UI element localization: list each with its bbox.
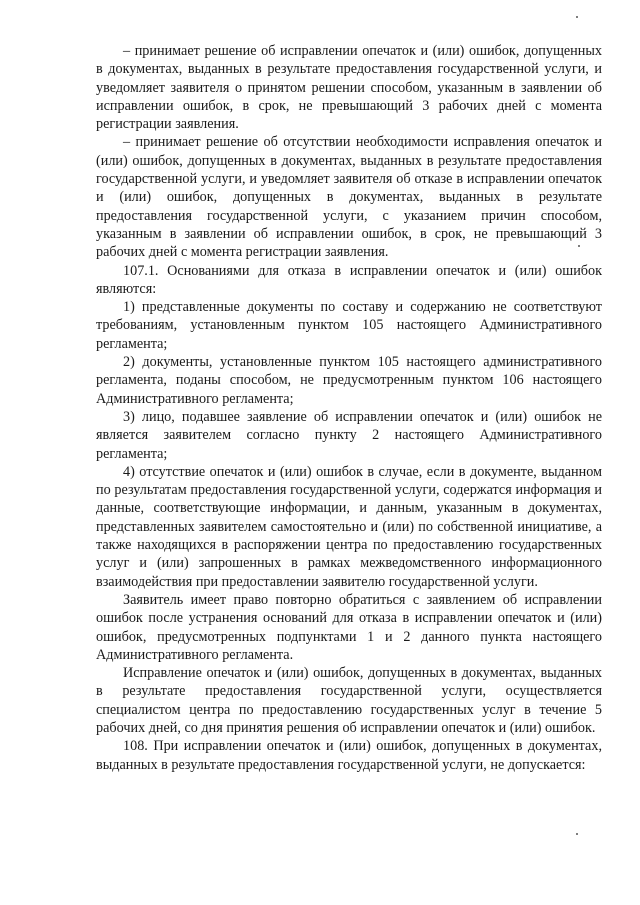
scan-speck	[576, 16, 578, 18]
paragraph-decision-no-fix: – принимает решение об отсутствии необходимости исправления опечаток и (или) ошибок, допущенных в документах, выданных в результате предоставления государственной услуги, и уведомляет заявителя об отказе в исправлении опечаток и (или) ошибок, допущенных в документах, выданных в результате предоставления государственной услуги, с указанием причин способом, указанным в заявлении об исправлении ошибок, в срок, не превышающий 3 рабочих дней с момента регистрации заявления.	[96, 134, 602, 261]
paragraph-ground-1: 1) представленные документы по составу и содержанию не соответствуют требованиям, установленным пунктом 105 настоящего Административного регламента;	[96, 299, 602, 352]
paragraph-ground-3: 3) лицо, подавшее заявление об исправлении опечаток и (или) ошибок не является заявителем согласно пункту 2 настоящего Административного регламента;	[96, 408, 602, 462]
paragraph-decision-fix: – принимает решение об исправлении опечаток и (или) ошибок, допущенных в документах, выданных в результате предоставления государственной услуги, и уведомляет заявителя о принятом решении способом, указанным в заявлении об исправлении ошибок, в срок, не превышающий 3 рабочих дней с момента регистрации заявления.	[96, 43, 602, 133]
paragraph-correction-term: Исправление опечаток и (или) ошибок, допущенных в документах, выданных в результате предоставления государственной услуги, осуществляется специалистом центра по предоставлению государственных услуг в течение 5 рабочих дней, со дня принятия решения об исправлении опечаток и (или) ошибок.	[96, 665, 602, 736]
scan-speck	[578, 245, 580, 247]
paragraph-reapply-right: Заявитель имеет право повторно обратиться с заявлением об исправлении ошибок после устранения оснований для отказа в исправлении опечаток и (или) ошибок, предусмотренных подпунктами 1 и 2 данного пункта настоящего Административного регламента.	[96, 591, 602, 663]
paragraph-108-heading: 108. При исправлении опечаток и (или) ошибок, допущенных в документах, выданных в результате предоставления государственной услуги, не допускается:	[96, 738, 602, 773]
paragraph-ground-4: 4) отсутствие опечаток и (или) ошибок в случае, если в документе, выданном по результатам предоставления государственной услуги, содержатся информация и данные, соответствующие информации, и данным, указанным в документах, представленных заявителем самостоятельно и (или) по собственной инициативе, а также находящихся в распоряжении центра по предоставлению государственных услуг и (или) запрошенных в рамках межведомственного информационного взаимодействия при предоставлении заявителю государственной услуги.	[96, 463, 602, 590]
scan-speck	[576, 833, 578, 835]
paragraph-ground-2: 2) документы, установленные пунктом 105 настоящего административного регламента, поданы способом, не предусмотренным пунктом 106 настоящего Административного регламента;	[96, 354, 602, 407]
paragraph-107-1-heading: 107.1. Основаниями для отказа в исправлении опечаток и (или) ошибок являются:	[96, 262, 602, 297]
